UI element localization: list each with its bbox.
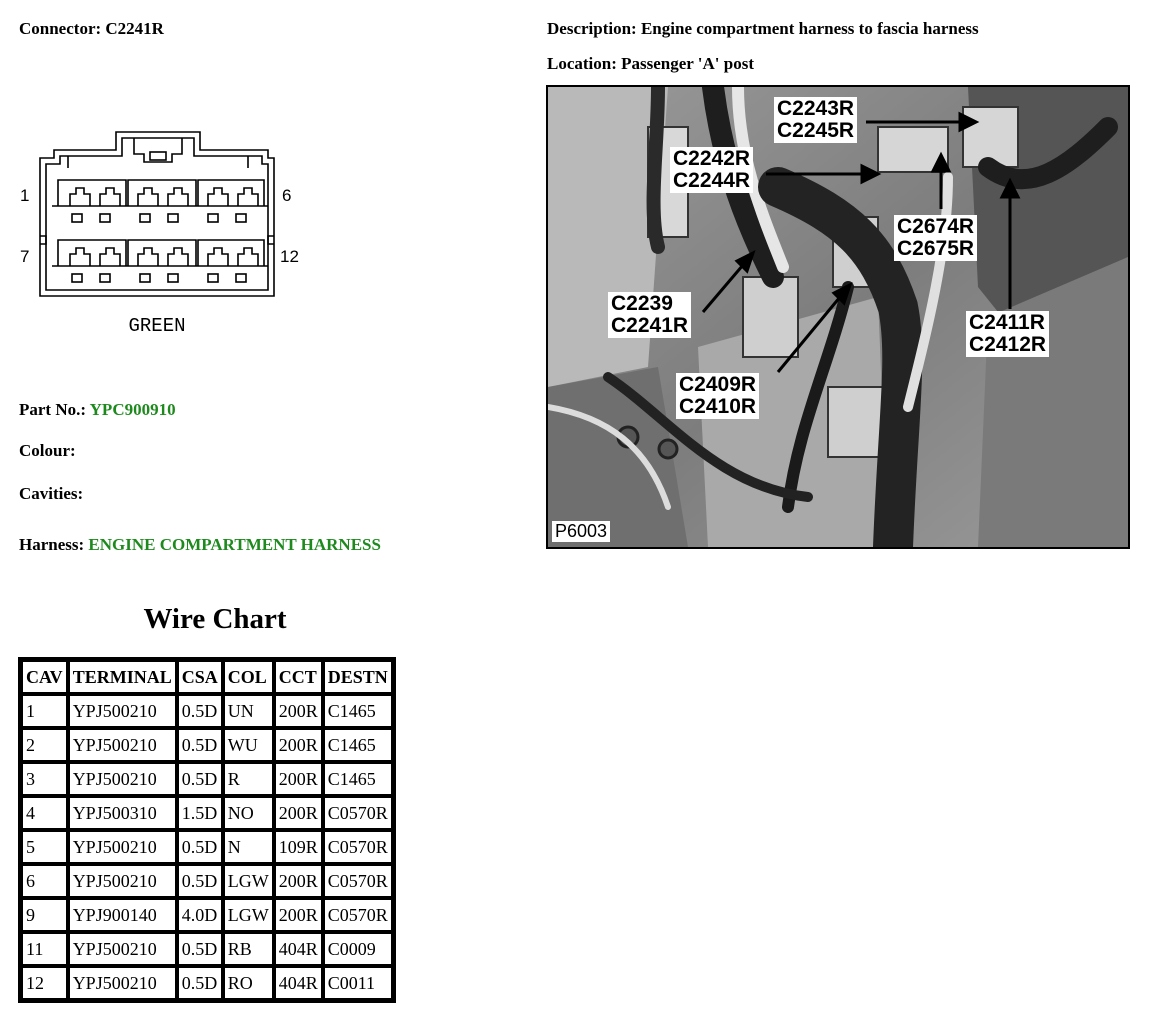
cell-csa: 0.5D <box>177 864 223 898</box>
location-value: Passenger 'A' post <box>621 54 754 73</box>
col-header-cav: CAV <box>21 660 68 694</box>
cell-terminal: YPJ900140 <box>68 898 177 932</box>
cell-terminal: YPJ500210 <box>68 694 177 728</box>
table-header-row <box>21 660 393 694</box>
table-row <box>21 762 393 796</box>
cell-cct: 404R <box>274 966 323 1000</box>
cell-col: UN <box>223 694 274 728</box>
pin-label-12: 12 <box>280 247 299 266</box>
cell-destn: C1465 <box>323 694 393 728</box>
cell-terminal: YPJ500210 <box>68 762 177 796</box>
connector-value: C2241R <box>105 19 164 38</box>
cell-csa: 1.5D <box>177 796 223 830</box>
callout-c2409r: C2409R C2410R <box>676 373 759 419</box>
table-row <box>21 932 393 966</box>
part-no-label: Part No.: <box>19 400 87 419</box>
cell-cct: 109R <box>274 830 323 864</box>
cell-csa: 0.5D <box>177 694 223 728</box>
cell-cct: 200R <box>274 762 323 796</box>
cell-col: NO <box>223 796 274 830</box>
cell-csa: 0.5D <box>177 932 223 966</box>
cell-col: N <box>223 830 274 864</box>
callout-c2239: C2239 C2241R <box>608 292 691 338</box>
cell-terminal: YPJ500210 <box>68 966 177 1000</box>
cell-csa: 0.5D <box>177 762 223 796</box>
wire-chart-table <box>18 657 396 1003</box>
cell-cct: 200R <box>274 898 323 932</box>
figure-id: P6003 <box>552 521 610 542</box>
table-row <box>21 694 393 728</box>
description-value: Engine compartment harness to fascia harness <box>640 19 979 38</box>
connector-label: Connector: <box>19 19 102 38</box>
cavity-row-top <box>52 180 268 222</box>
cavities-label: Cavities: <box>19 484 84 503</box>
cell-csa: 0.5D <box>177 728 223 762</box>
pin-label-7: 7 <box>20 247 30 266</box>
cell-destn: C0011 <box>323 966 393 1000</box>
description-label: Description: <box>547 19 637 38</box>
cell-destn: C0570R <box>323 830 393 864</box>
harness-label: Harness: <box>19 535 85 554</box>
cell-destn: C1465 <box>323 762 393 796</box>
cell-destn: C0570R <box>323 864 393 898</box>
wire-chart-title: Wire Chart <box>143 603 287 635</box>
cell-cav: 5 <box>21 830 68 864</box>
cell-destn: C1465 <box>323 728 393 762</box>
callout-c2674r: C2674R C2675R <box>894 215 977 261</box>
cell-col: RO <box>223 966 274 1000</box>
cell-col: RB <box>223 932 274 966</box>
cell-cav: 12 <box>21 966 68 1000</box>
cell-cav: 3 <box>21 762 68 796</box>
cell-col: R <box>223 762 274 796</box>
cell-csa: 4.0D <box>177 898 223 932</box>
connector-colour-text: GREEN <box>128 315 186 337</box>
cell-col: LGW <box>223 864 274 898</box>
table-row <box>21 966 393 1000</box>
connector-line <box>19 19 164 39</box>
col-header-cct: CCT <box>274 660 323 694</box>
cell-csa: 0.5D <box>177 966 223 1000</box>
cell-cct: 200R <box>274 728 323 762</box>
callout-c2411r: C2411R C2412R <box>966 311 1049 357</box>
cell-cct: 404R <box>274 932 323 966</box>
table-row <box>21 830 393 864</box>
callout-c2242r: C2242R C2244R <box>670 147 753 193</box>
cell-cav: 4 <box>21 796 68 830</box>
cell-col: WU <box>223 728 274 762</box>
cell-cav: 9 <box>21 898 68 932</box>
pin-label-1: 1 <box>20 186 30 205</box>
cell-col: LGW <box>223 898 274 932</box>
pin-label-6: 6 <box>282 186 292 205</box>
cell-csa: 0.5D <box>177 830 223 864</box>
col-header-destn: DESTN <box>323 660 393 694</box>
cell-cct: 200R <box>274 694 323 728</box>
cell-cav: 2 <box>21 728 68 762</box>
cell-terminal: YPJ500210 <box>68 932 177 966</box>
table-row <box>21 796 393 830</box>
part-no-value: YPC900910 <box>89 400 176 419</box>
location-photo <box>546 85 1130 549</box>
part-no-line <box>19 400 176 420</box>
cell-cct: 200R <box>274 796 323 830</box>
description-line <box>547 19 979 39</box>
cell-terminal: YPJ500210 <box>68 830 177 864</box>
col-header-terminal: TERMINAL <box>68 660 177 694</box>
table-row <box>21 728 393 762</box>
harness-line <box>19 535 381 555</box>
cell-destn: C0009 <box>323 932 393 966</box>
cavity-row-bottom <box>52 240 268 282</box>
col-header-csa: CSA <box>177 660 223 694</box>
col-header-col: COL <box>223 660 274 694</box>
callout-c2243r: C2243R C2245R <box>774 97 857 143</box>
connector-face-diagram <box>18 128 318 343</box>
location-label: Location: <box>547 54 617 73</box>
table-row <box>21 898 393 932</box>
cell-cav: 1 <box>21 694 68 728</box>
cell-terminal: YPJ500310 <box>68 796 177 830</box>
cell-cav: 6 <box>21 864 68 898</box>
location-line <box>547 54 754 74</box>
cell-terminal: YPJ500210 <box>68 864 177 898</box>
harness-value: ENGINE COMPARTMENT HARNESS <box>88 535 381 554</box>
cell-cav: 11 <box>21 932 68 966</box>
table-row <box>21 864 393 898</box>
cell-destn: C0570R <box>323 796 393 830</box>
cell-terminal: YPJ500210 <box>68 728 177 762</box>
cell-destn: C0570R <box>323 898 393 932</box>
colour-label: Colour: <box>19 441 76 460</box>
cell-cct: 200R <box>274 864 323 898</box>
